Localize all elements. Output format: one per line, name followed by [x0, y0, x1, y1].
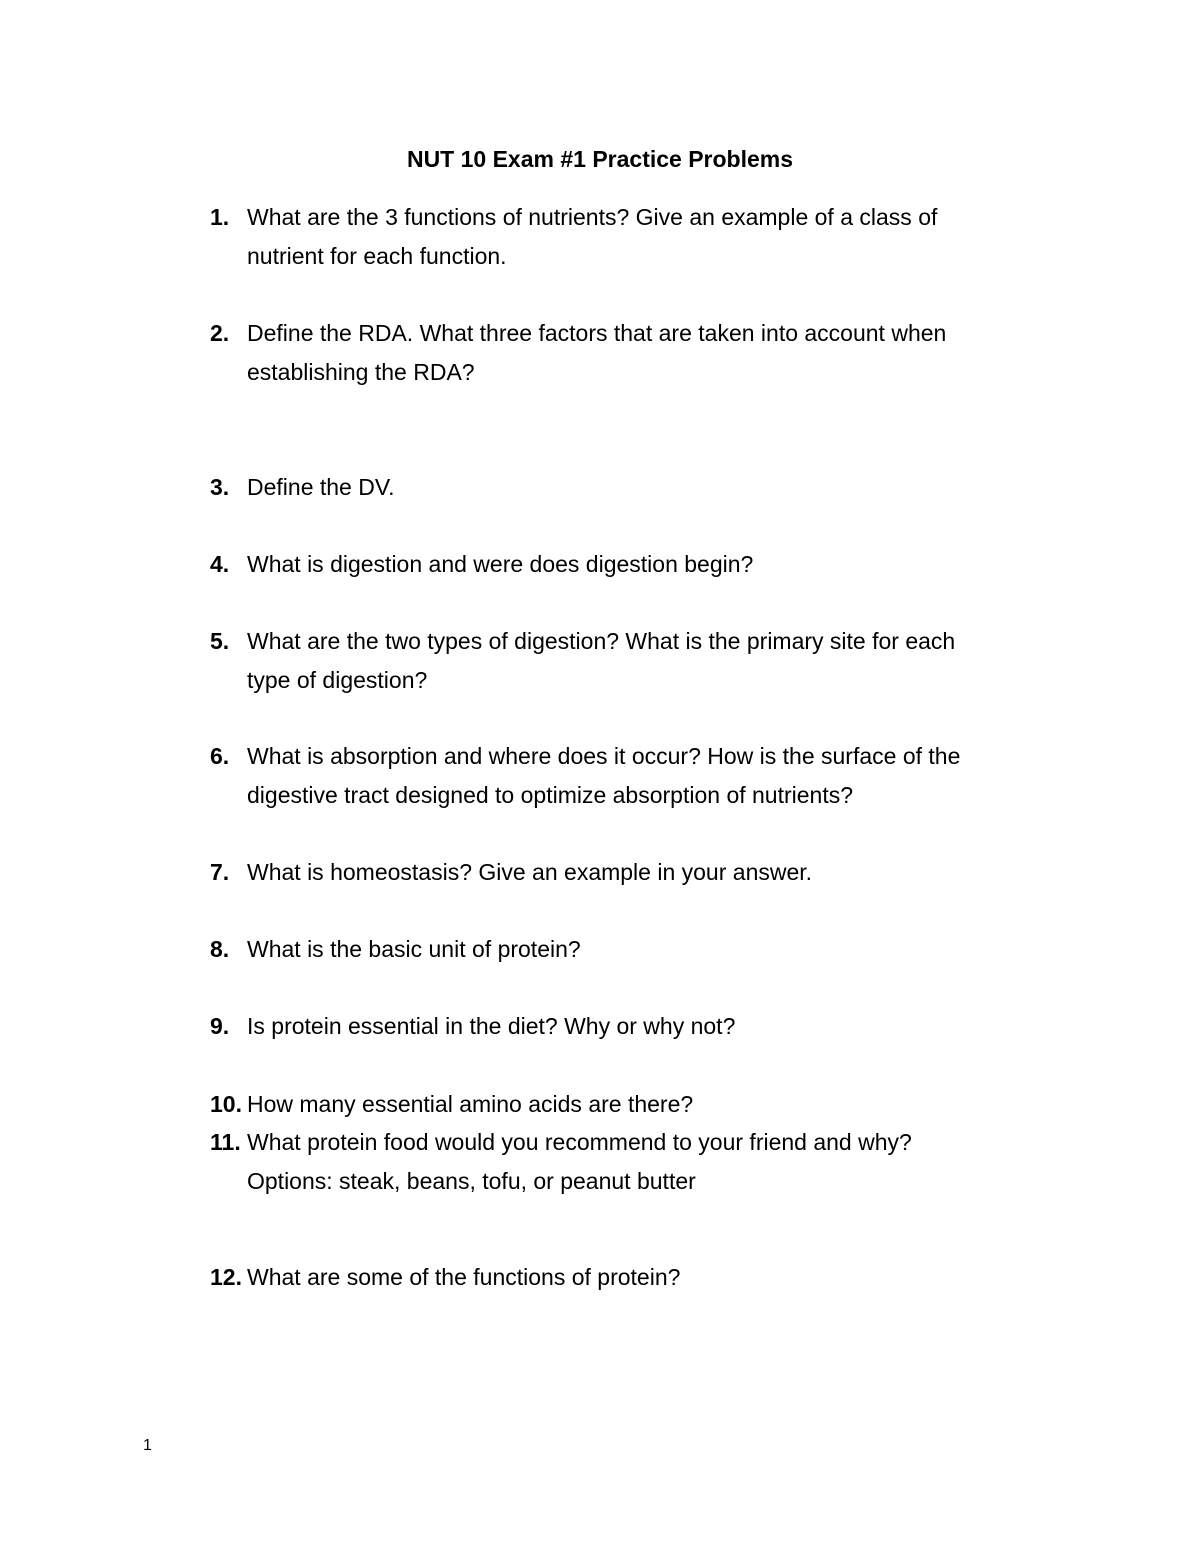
question-text: What is digestion and were does digestion begin?: [247, 551, 754, 577]
question-text: establishing the RDA?: [247, 359, 475, 385]
question-text: What is homeostasis? Give an example in your answer.: [247, 859, 813, 885]
question-number: 11.: [210, 1129, 241, 1155]
question-text: Define the RDA. What three factors that are taken into account when: [247, 320, 947, 346]
question-text: What are the 3 functions of nutrients? Give an example of a class of: [247, 204, 938, 230]
question-10: [210, 1085, 1050, 1124]
question-1: [210, 198, 1050, 276]
question-number: 4.: [210, 551, 230, 577]
question-text: What is the basic unit of protein?: [247, 936, 581, 962]
question-text: What protein food would you recommend to your friend and why?: [247, 1129, 912, 1155]
question-5: [210, 622, 1050, 700]
question-text: Options: steak, beans, tofu, or peanut butter: [247, 1168, 696, 1194]
question-number: 2.: [210, 320, 230, 346]
question-11: [210, 1123, 1050, 1201]
question-text: nutrient for each function.: [247, 243, 507, 269]
question-text: digestive tract designed to optimize absorption of nutrients?: [247, 782, 854, 808]
question-4: [210, 545, 1050, 584]
question-number: 1.: [210, 204, 230, 230]
question-text: Is protein essential in the diet? Why or why not?: [247, 1013, 736, 1039]
question-number: 9.: [210, 1013, 230, 1039]
question-text: What are some of the functions of protein?: [247, 1264, 681, 1290]
question-12: [210, 1258, 1050, 1297]
question-8: [210, 930, 1050, 969]
question-7: [210, 853, 1050, 892]
question-9: [210, 1007, 1050, 1046]
question-number: 8.: [210, 936, 230, 962]
question-number: 6.: [210, 743, 230, 769]
question-3: [210, 468, 1050, 507]
question-text: What are the two types of digestion? What is the primary site for each: [247, 628, 956, 654]
question-number: 12.: [210, 1264, 242, 1290]
question-number: 7.: [210, 859, 230, 885]
question-text: What is absorption and where does it occur? How is the surface of the: [247, 743, 961, 769]
question-2: [210, 314, 1050, 392]
question-text: type of digestion?: [247, 667, 428, 693]
question-text: How many essential amino acids are there?: [247, 1091, 694, 1117]
question-6: [210, 737, 1050, 815]
page-number: 1: [143, 1437, 152, 1454]
page-title: NUT 10 Exam #1 Practice Problems: [406, 146, 794, 172]
question-number: 5.: [210, 628, 230, 654]
question-number: 3.: [210, 474, 230, 500]
question-number: 10.: [210, 1091, 242, 1117]
question-text: Define the DV.: [247, 474, 395, 500]
